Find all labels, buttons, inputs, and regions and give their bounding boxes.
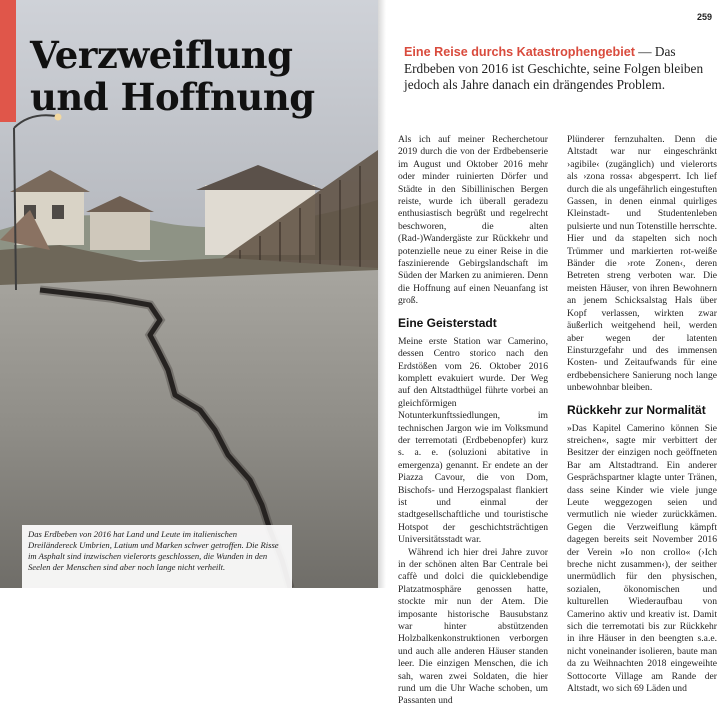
- paragraph: Als ich auf meiner Recherchetour 2019 durch die von der Erdbebenserie im August und Oktober 2016 mehr oder minder ruinierten Dörfer und Städte in den Sibillinischen Bergen reiste, wurde ich überall geradezu enthusiastisch begrüßt und regelrecht beschworen, die alten (Rad-)Wandergäste zur Rückkehr und potenzielle neue zu einer Reise in die faszinierende Gebirgslandschaft im Süden der Marken zu animieren. Denn die Hoffnung auf einen Neuanfang ist groß.: [398, 134, 548, 307]
- intro-paragraph: [404, 44, 704, 94]
- book-gutter: [378, 0, 386, 588]
- section-heading: Eine Geisterstadt: [398, 315, 497, 330]
- paragraph: »Das Kapitel Camerino können Sie streichen«, sagte mir verbittert der Besitzer der einzigen noch geöffneten Bar am Altstadtrand. Ein anderer Gesprächspartner klagte unter Tränen, dass seine Kinder wie viele junge Leute weggezogen seien und vermutlich nie wieder zurückkämen. Gegen die Verzweiflung kämpft dagegen bereits seit November 2016 der Verein »Io non crollo« (›Ich breche nicht zusammen‹), der seither unermüdlich für den physischen, sozialen, ökonomischen und kulturellen Wiederaufbau von Camerino aktiv und kreativ ist. Damit sich die terremotati bis zur Rückkehr in ihre Häuser in den beengten s.a.e. nicht voneinander isolieren, baute man da zu Weihnachten 2018 eingeweihte Sottocorte Village am Rande der Altstadt, wo sich 69 Läden und: [567, 422, 717, 695]
- photo-page: [0, 0, 378, 588]
- red-chapter-tab: [0, 0, 16, 122]
- page-title: [30, 34, 360, 118]
- page-number: 259: [696, 12, 712, 22]
- title-line-2: und Hoffnung: [30, 75, 315, 119]
- title-line-1: Verzweiflung: [30, 33, 293, 77]
- intro-text: — Das Erdbeben von 2016 ist Geschichte, seine Folgen bleiben jedoch als Jahre danach ein drängendes Problem.: [404, 44, 704, 92]
- intro-lead: Eine Reise durchs Katastrophengebiet: [404, 45, 635, 59]
- photo-caption: Das Erdbeben von 2016 hat Land und Leute im italienischen Dreiländereck Umbrien, Latium und Marken schwer getroffen. Die Risse im Asphalt sind inzwischen vielerorts geschlossen, die Wunden in den Seelen der Menschen sind aber noch lange nicht verheilt.: [22, 525, 292, 588]
- paragraph: Meine erste Station war Camerino, dessen Centro storico nach den Erdstößen vom 26. Oktober 2016 komplett evakuiert wurde. Der Weg auf den Altstadthügel führte vorbei an gleichförmigen Notunterkunftssiedlungen, im technischen Jargon wie im Volksmund der terremotati (Erdbebenopfer) kurz s. a. e. (soluzioni abitative in emergenza) genannt. Er endete an der Piazza Cavour, die von Dom, Bischofs- und Herzogspalast flankiert ist und einmal der stadtgesellschaftliche und touristische Hotspot der geschichtsträchtigen Universitätsstadt war.: [398, 335, 548, 546]
- text-column-2: [567, 134, 717, 695]
- text-column-1: [398, 134, 548, 708]
- paragraph: Plünderer fernzuhalten. Denn die Altstadt war nur eingeschränkt ›agibile‹ (zugänglich) und vielerorts als ›zona rossa‹ abgesperrt. Ich lief durch die als ungefährlich eingestuften Gassen, in denen einmal quirliges Kleinstadt- und Studentenleben pulsierte und nun Totenstille herrschte. Hier und da stapelten sich noch Trümmer und markierten rot-weiße Bänder die ›rote Zonen‹, deren Betreten streng verboten war. Die meisten Häuser, von ihren Bewohnern an jenem Schicksalstag Hals über Kopf verlassen, wirkten zwar äußerlich weitgehend heil, werden aber wegen der latenten Einsturzgefahr und des immensen Kosten- und Zeitaufwands für eine erdbebensichere Sanierung noch lange unbewohnbar bleiben.: [567, 134, 717, 394]
- paragraph: Während ich hier drei Jahre zuvor in der schönen alten Bar Centrale bei caffè und dolci die quicklebendige Platzatmosphäre genossen hatte, stockte mir nun der Atem. Die imposante historische Bausubstanz war hinter abstützenden Holzbalkenkonstruktionen verborgen und auch alle anderen Häuser standen leer. Die einzigen Menschen, die ich sah, waren zwei Soldaten, die hier rund um die Uhr Wache schoben, um Passanten und: [398, 546, 548, 707]
- section-heading: Rückkehr zur Normalität: [567, 402, 706, 417]
